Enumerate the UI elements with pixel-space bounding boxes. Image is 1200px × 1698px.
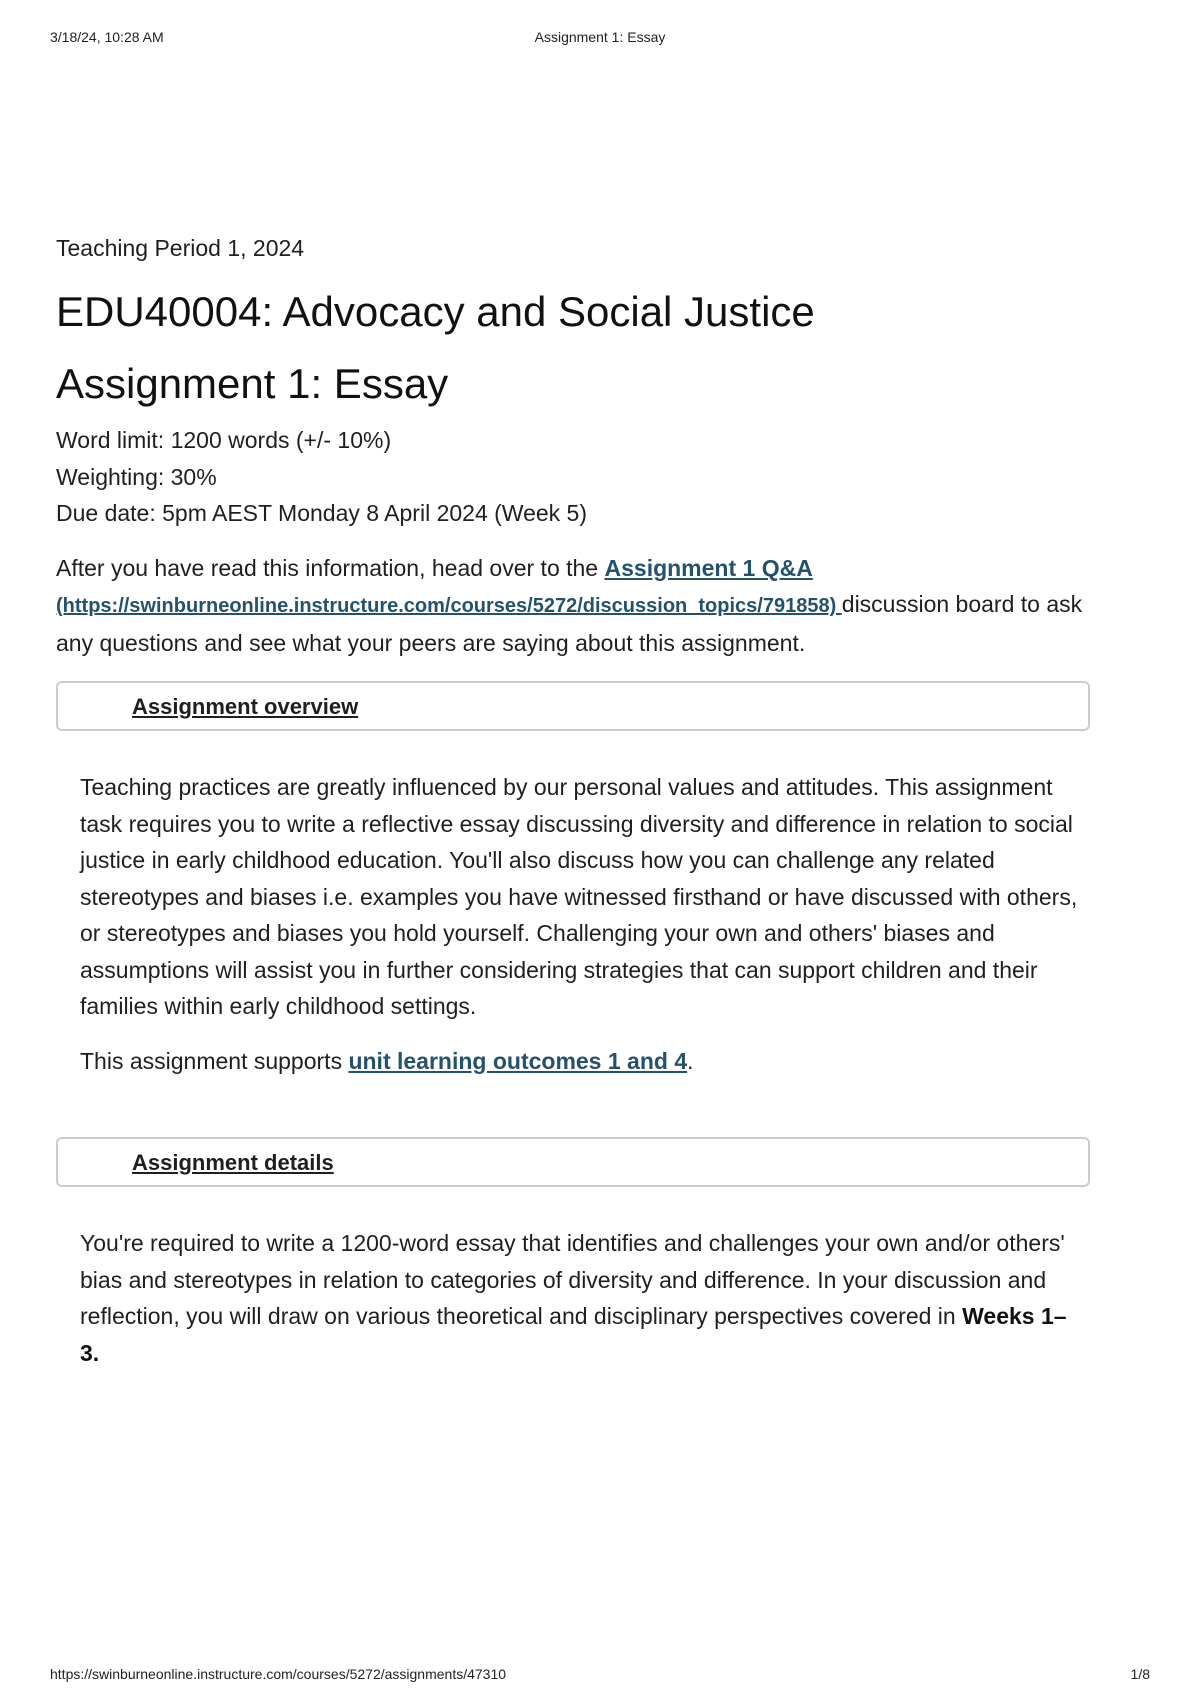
supports-text-after: . — [687, 1047, 694, 1074]
details-section-header[interactable] — [56, 1137, 1090, 1187]
assignment-title: Assignment 1: Essay — [56, 360, 449, 407]
weighting: Weighting: 30% — [56, 463, 217, 490]
overview-heading[interactable]: Assignment overview — [132, 694, 359, 719]
print-footer — [0, 1666, 1200, 1686]
qa-discussion-url-link[interactable]: (https://swinburneonline.instructure.com/courses/5272/discussion_topics/791858) — [56, 595, 842, 617]
supports-text-before: This assignment supports — [80, 1047, 349, 1074]
print-timestamp: 3/18/24, 10:28 AM — [50, 29, 164, 45]
qa-discussion-link[interactable]: Assignment 1 Q&A — [604, 554, 813, 581]
weeks-emphasis: Weeks 1–3. — [80, 1303, 1067, 1366]
overview-paragraph: Teaching practices are greatly influenced by our personal values and attitudes. This assignment task requires you to write a reflective essay discussing diversity and difference in relation to social justice in early childhood education. You'll also discuss how you can challenge any related stereotypes and biases i.e. examples you have witnessed firsthand or have discussed with others, or stereotypes and biases you hold yourself. Challenging your own and others' biases and assumptions will assist you in further considering strategies that can support children and their families within early childhood settings. — [80, 774, 1078, 1019]
overview-section-body — [80, 769, 1080, 1079]
print-page-title: Assignment 1: Essay — [534, 29, 666, 45]
intro-text-after: discussion board to ask any questions and see what your peers are saying about this assignment. — [56, 591, 1083, 656]
print-page-number: 1/8 — [1130, 1666, 1150, 1682]
learning-outcomes-paragraph — [80, 1043, 1080, 1080]
teaching-period: Teaching Period 1, 2024 — [56, 235, 305, 261]
print-url: https://swinburneonline.instructure.com/courses/5272/assignments/47310 — [50, 1666, 507, 1682]
details-text: You're required to write a 1200-word essay that identifies and challenges your own and/or others' bias and stereotypes in relation to categories of diversity and difference. In your discussion and reflection, you will draw on various theoretical and disciplinary perspectives covered in — [80, 1230, 1065, 1329]
overview-section-header[interactable] — [56, 681, 1090, 731]
document-content — [56, 232, 1096, 1371]
intro-paragraph — [56, 550, 1096, 662]
intro-text-before: After you have read this information, head over to the — [56, 554, 605, 581]
details-section-body — [80, 1225, 1080, 1371]
details-heading[interactable]: Assignment details — [132, 1150, 334, 1175]
unit-title: EDU40004: Advocacy and Social Justice — [56, 288, 815, 335]
print-header — [0, 29, 1200, 49]
due-date: Due date: 5pm AEST Monday 8 April 2024 (Week 5) — [56, 500, 587, 526]
assignment-meta — [56, 422, 1096, 532]
learning-outcomes-link[interactable]: unit learning outcomes 1 and 4 — [348, 1047, 688, 1074]
word-limit: Word limit: 1200 words (+/- 10%) — [56, 427, 392, 453]
details-paragraph — [80, 1225, 1080, 1371]
